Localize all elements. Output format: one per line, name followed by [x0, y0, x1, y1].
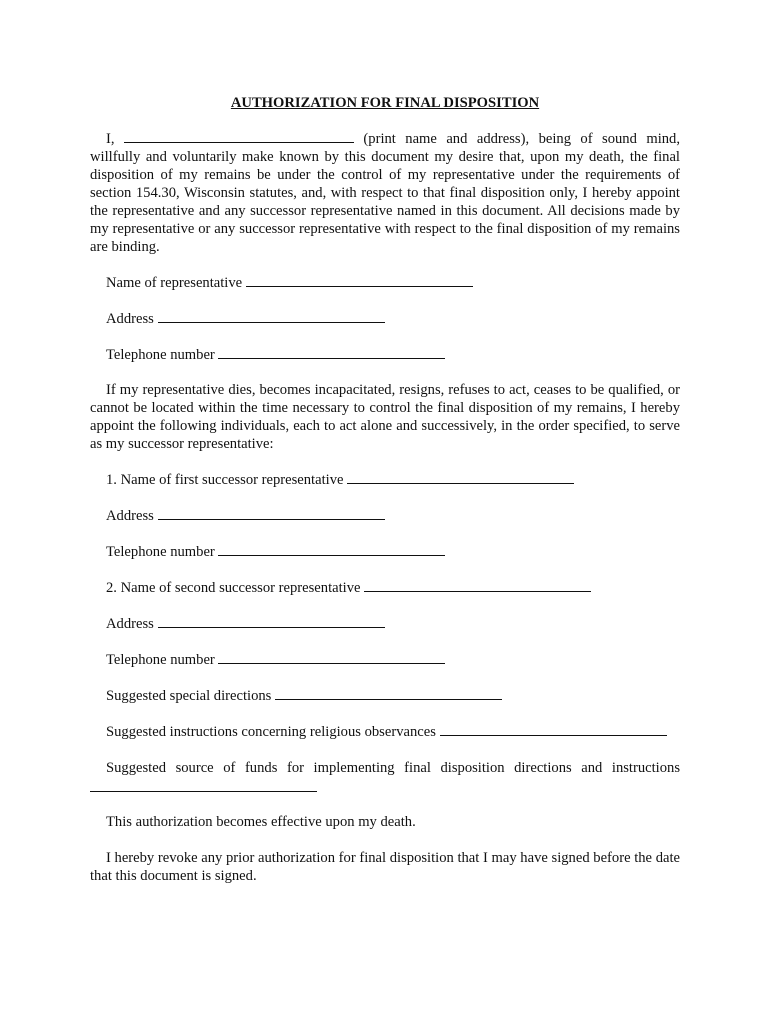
representative-address-label: Address — [106, 311, 154, 327]
representative-address-field[interactable] — [158, 310, 385, 323]
religious-observances-row — [106, 723, 667, 741]
revoke-statement: I hereby revoke any prior authorization for final disposition that I may have signed before the date that this document is signed. — [90, 850, 680, 884]
first-successor-phone-row — [106, 543, 445, 561]
effective-statement: This authorization becomes effective upon my death. — [106, 814, 416, 830]
representative-name-label: Name of representative — [106, 275, 243, 291]
first-successor-phone-field[interactable] — [218, 543, 445, 556]
second-successor-address-field[interactable] — [158, 615, 385, 628]
first-successor-address-label: Address — [106, 508, 154, 524]
second-successor-name-row — [106, 579, 591, 597]
second-successor-name-field[interactable] — [364, 579, 591, 592]
funds-source-field[interactable] — [90, 790, 317, 792]
representative-name-field[interactable] — [246, 274, 473, 287]
funds-source-label: Suggested source of funds for implementing final disposition directions and instructions — [106, 760, 680, 776]
first-successor-name-label: 1. Name of first successor representative — [106, 472, 344, 488]
special-directions-label: Suggested special directions — [106, 688, 272, 704]
special-directions-row — [106, 687, 502, 705]
second-successor-address-row — [106, 615, 385, 633]
religious-observances-field[interactable] — [440, 723, 667, 736]
representative-phone-label: Telephone number — [106, 347, 215, 363]
religious-observances-label: Suggested instructions concerning religious observances — [106, 724, 436, 740]
second-successor-address-label: Address — [106, 616, 154, 632]
second-successor-phone-label: Telephone number — [106, 652, 215, 668]
first-successor-name-field[interactable] — [347, 471, 574, 484]
document-title: AUTHORIZATION FOR FINAL DISPOSITION — [230, 95, 540, 111]
second-successor-phone-field[interactable] — [218, 651, 445, 664]
second-successor-phone-row — [106, 651, 445, 669]
print-name-field[interactable] — [124, 130, 354, 143]
intro-lead: I, — [106, 131, 115, 147]
first-successor-address-row — [106, 507, 385, 525]
first-successor-phone-label: Telephone number — [106, 544, 215, 560]
successor-paragraph: If my representative dies, becomes incapacitated, resigns, refuses to act, ceases to be qualified, or cannot be located within the time necessary to control the final disposition of my remains, I hereby appoint the following individuals, each to act alone and successively, in the order specified, to serve as my successor representative: — [90, 382, 680, 452]
second-successor-name-label: 2. Name of second successor representative — [106, 580, 361, 596]
representative-phone-row — [106, 346, 445, 364]
first-successor-address-field[interactable] — [158, 507, 385, 520]
intro-text: (print name and address), being of sound mind, willfully and voluntarily make known by this document my desire that, upon my death, the final disposition of my remains be under the control of my representative under the requirements of section 154.30, Wisconsin statutes, and, with respect to that final disposition only, I hereby appoint the representative and any successor representative named in this document. All decisions made by my representative or any successor representative with respect to the final disposition of my remains are binding. — [90, 131, 680, 255]
representative-name-row — [106, 274, 473, 292]
first-successor-name-row — [106, 471, 574, 489]
special-directions-field[interactable] — [275, 687, 502, 700]
intro-paragraph — [90, 130, 680, 256]
representative-phone-field[interactable] — [218, 346, 445, 359]
representative-address-row — [106, 310, 385, 328]
